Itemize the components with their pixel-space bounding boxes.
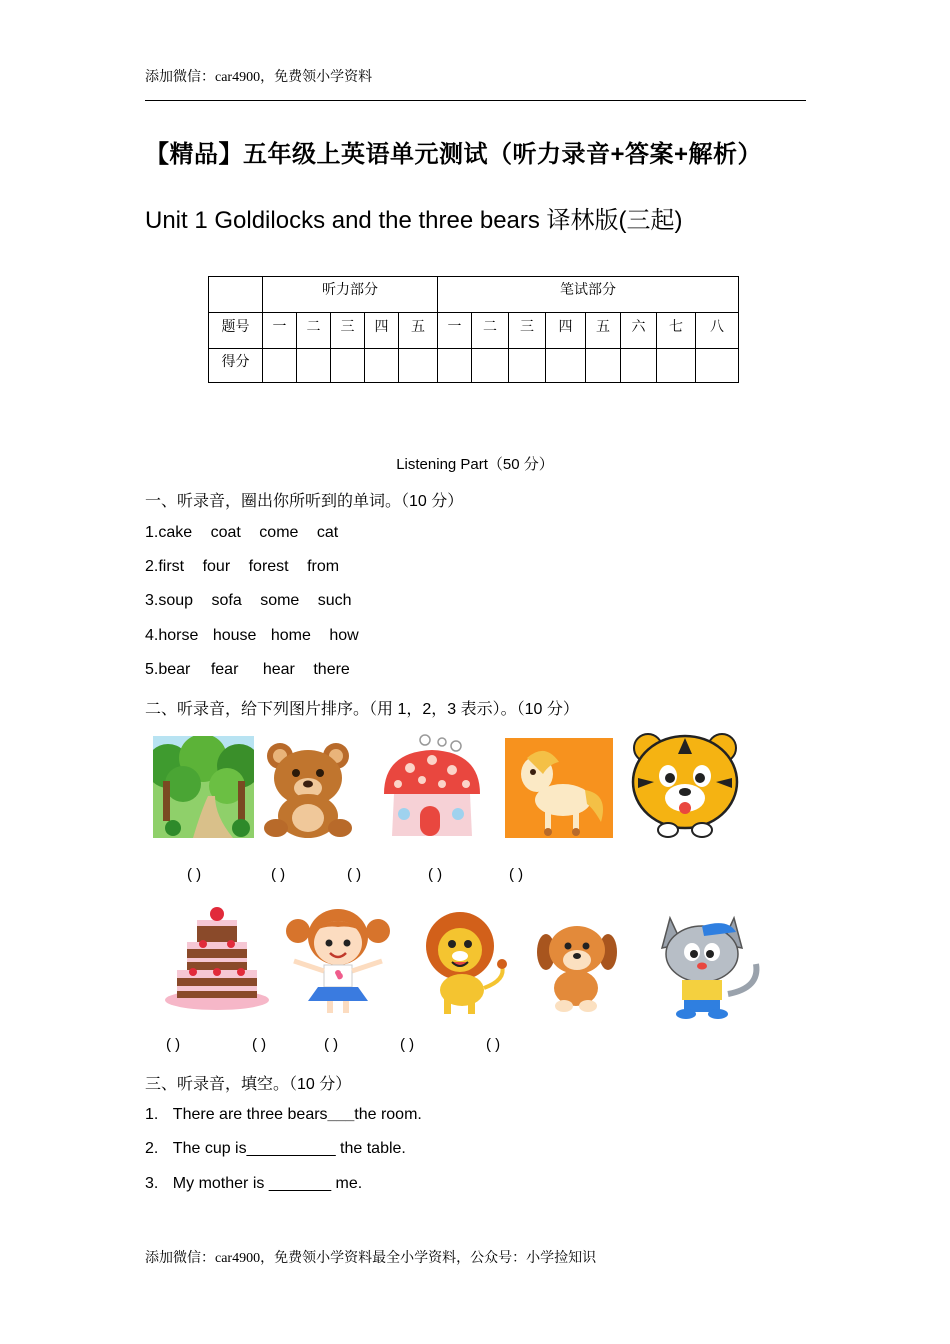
score-table-corner (209, 277, 263, 313)
word-choice[interactable]: come (259, 524, 299, 541)
score-cell[interactable] (586, 349, 621, 383)
word-choice[interactable]: there (313, 661, 350, 678)
answer-blank[interactable]: ( ) (509, 866, 524, 883)
word-choice[interactable]: home (270, 627, 311, 644)
score-cell[interactable] (509, 349, 546, 383)
answer-blank[interactable]: ( ) (486, 1036, 501, 1053)
fill-blank-item (145, 1175, 362, 1193)
word-choice[interactable]: four (202, 558, 231, 575)
header-note: 添加微信：car4900，免费领小学资料 (145, 70, 373, 85)
word-row (145, 627, 359, 645)
answer-blank[interactable]: ( ) (347, 866, 362, 883)
paren-row (0, 866, 950, 886)
col-header: 五 (586, 313, 621, 349)
score-table (208, 276, 739, 383)
col-header: 二 (297, 313, 331, 349)
answer-blank[interactable]: ( ) (252, 1036, 267, 1053)
lion-picture (410, 910, 514, 1016)
footer-note: 添加微信：car4900，免费领小学资料最全小学资料，公众号：小学捡知识 (145, 1251, 597, 1266)
mushroom-house-picture (380, 732, 484, 838)
word-choice[interactable]: hear (262, 661, 295, 678)
row-label-number: 题号 (209, 313, 263, 349)
header-rule (145, 100, 806, 101)
col-header: 一 (263, 313, 297, 349)
score-cell[interactable] (546, 349, 586, 383)
col-header: 三 (331, 313, 365, 349)
word-choice[interactable]: fear (210, 661, 239, 678)
score-cell[interactable] (438, 349, 472, 383)
word-row (145, 524, 338, 542)
col-header: 六 (621, 313, 657, 349)
item-number: 3. (145, 1175, 159, 1192)
listening-header: 听力部分 (263, 277, 438, 313)
sentence-end: the table. (335, 1140, 406, 1157)
bear-picture (260, 740, 356, 838)
fill-blank-item (145, 1140, 406, 1158)
word-row (145, 661, 350, 679)
score-cell[interactable] (472, 349, 509, 383)
word-choice[interactable]: forest (248, 558, 289, 575)
score-cell[interactable] (331, 349, 365, 383)
answer-blank[interactable]: ( ) (324, 1036, 339, 1053)
page-subtitle: Unit 1 Goldilocks and the three bears 译林版(三起) (145, 207, 683, 234)
answer-blank[interactable]: ( ) (187, 866, 202, 883)
word-choice[interactable]: from (307, 558, 340, 575)
paren-row (0, 1036, 950, 1056)
sentence-start: My mother is (172, 1175, 269, 1192)
cat-picture (648, 908, 768, 1020)
answer-blank[interactable]: ( ) (166, 1036, 181, 1053)
section3-heading: 三、听录音，填空。（10 分） (145, 1076, 352, 1093)
word-choice[interactable]: such (317, 592, 352, 609)
item-number: 4. (145, 627, 159, 644)
item-number: 5. (145, 661, 159, 678)
row-label-score: 得分 (209, 349, 263, 383)
writing-header: 笔试部分 (438, 277, 739, 313)
word-choice[interactable]: cake (158, 524, 193, 541)
forest-picture (153, 736, 254, 838)
score-cell[interactable] (365, 349, 399, 383)
col-header: 四 (365, 313, 399, 349)
item-number: 3. (145, 592, 159, 609)
sentence-end: me. (331, 1175, 363, 1192)
listening-part-title: Listening Part（50 分） (396, 456, 554, 473)
blank-line[interactable]: ___ (327, 1106, 355, 1123)
col-header: 七 (657, 313, 696, 349)
word-choice[interactable]: first (158, 558, 185, 575)
blank-line[interactable]: _______ (268, 1175, 332, 1192)
word-choice[interactable]: cat (316, 524, 339, 541)
answer-blank[interactable]: ( ) (400, 1036, 415, 1053)
word-choice[interactable]: bear (158, 661, 191, 678)
col-header: 三 (509, 313, 546, 349)
item-number: 1. (145, 524, 159, 541)
tiger-picture (628, 728, 742, 838)
word-choice[interactable]: coat (210, 524, 241, 541)
word-row (145, 558, 339, 576)
col-header: 八 (696, 313, 739, 349)
score-cell[interactable] (696, 349, 739, 383)
fill-blank-item (145, 1106, 422, 1124)
word-choice[interactable]: how (329, 627, 359, 644)
col-header: 五 (399, 313, 438, 349)
word-row (145, 592, 352, 610)
score-cell[interactable] (399, 349, 438, 383)
girl-picture (280, 903, 396, 1019)
cake-picture (163, 904, 271, 1012)
blank-line[interactable]: __________ (246, 1140, 336, 1157)
answer-blank[interactable]: ( ) (428, 866, 443, 883)
score-cell[interactable] (263, 349, 297, 383)
col-header: 四 (546, 313, 586, 349)
word-choice[interactable]: sofa (211, 592, 242, 609)
page-title: 【精品】五年级上英语单元测试（听力录音+答案+解析） (145, 141, 763, 168)
section1-heading: 一、听录音，圈出你所听到的单词。（10 分） (145, 493, 464, 510)
word-choice[interactable]: soup (158, 592, 194, 609)
word-choice[interactable]: house (212, 627, 257, 644)
item-number: 2. (145, 558, 159, 575)
word-choice[interactable]: some (260, 592, 300, 609)
sentence-end: the room. (354, 1106, 422, 1123)
section2-heading: 二、听录音，给下列图片排序。（用 1，2，3 表示）。（10 分） (145, 701, 579, 718)
dog-picture (536, 922, 618, 1014)
sentence-start: There are three bears (172, 1106, 328, 1123)
col-header: 一 (438, 313, 472, 349)
item-number: 2. (145, 1140, 159, 1157)
score-cell[interactable] (621, 349, 657, 383)
item-number: 1. (145, 1106, 159, 1123)
col-header: 二 (472, 313, 509, 349)
answer-blank[interactable]: ( ) (271, 866, 286, 883)
horse-picture (505, 738, 613, 838)
score-cell[interactable] (297, 349, 331, 383)
sentence-start: The cup is (172, 1140, 247, 1157)
word-choice[interactable]: horse (158, 627, 199, 644)
score-cell[interactable] (657, 349, 696, 383)
